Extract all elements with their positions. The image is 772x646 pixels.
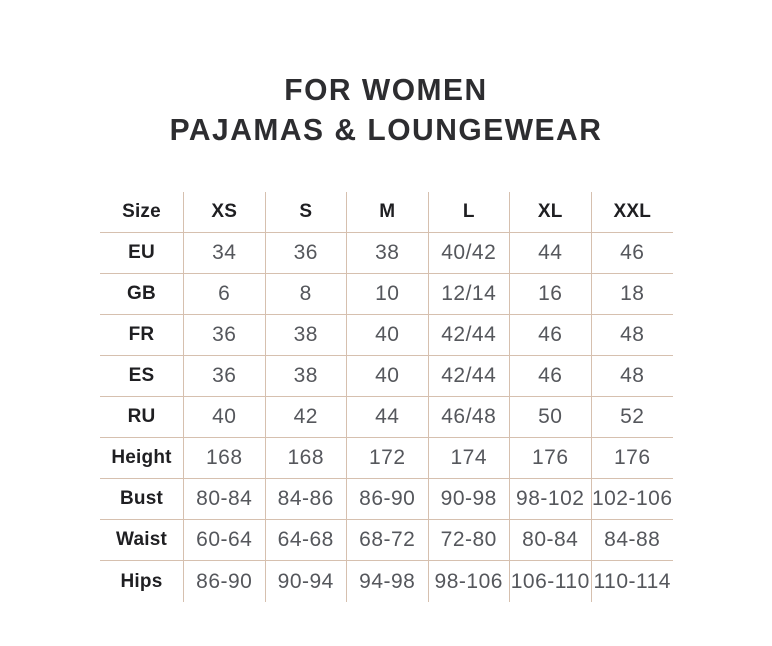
size-value: 80-84 (184, 479, 266, 520)
size-value: 102-106 (592, 479, 674, 520)
size-value: 168 (184, 438, 266, 479)
size-value: 86-90 (184, 561, 266, 602)
size-value: 176 (510, 438, 592, 479)
column-header-xxl: XXL (592, 192, 674, 233)
column-header-l: L (429, 192, 511, 233)
size-value: 50 (510, 397, 592, 438)
size-value: 84-88 (592, 520, 674, 561)
size-value: 52 (592, 397, 674, 438)
size-value: 44 (510, 233, 592, 274)
size-value: 42/44 (429, 356, 511, 397)
size-value: 10 (347, 274, 429, 315)
size-value: 40 (184, 397, 266, 438)
size-value: 46 (510, 315, 592, 356)
size-value: 68-72 (347, 520, 429, 561)
size-value: 18 (592, 274, 674, 315)
size-value: 86-90 (347, 479, 429, 520)
size-table (100, 192, 673, 602)
size-value: 46 (592, 233, 674, 274)
size-value: 36 (184, 315, 266, 356)
size-value: 172 (347, 438, 429, 479)
row-label-eu: EU (100, 233, 184, 274)
column-header-xs: XS (184, 192, 266, 233)
row-label-height: Height (100, 438, 184, 479)
size-value: 34 (184, 233, 266, 274)
size-value: 40 (347, 315, 429, 356)
size-value: 106-110 (510, 561, 592, 602)
size-value: 174 (429, 438, 511, 479)
row-label-gb: GB (100, 274, 184, 315)
size-value: 36 (184, 356, 266, 397)
size-value: 42 (266, 397, 348, 438)
row-label-es: ES (100, 356, 184, 397)
size-value: 38 (266, 356, 348, 397)
size-value: 38 (347, 233, 429, 274)
size-value: 6 (184, 274, 266, 315)
title-line-2: PAJAMAS & LOUNGEWEAR (169, 113, 603, 148)
size-value: 168 (266, 438, 348, 479)
size-value: 84-86 (266, 479, 348, 520)
size-value: 176 (592, 438, 674, 479)
size-value: 60-64 (184, 520, 266, 561)
size-value: 94-98 (347, 561, 429, 602)
page-title (0, 71, 772, 151)
size-value: 80-84 (510, 520, 592, 561)
size-value: 40/42 (429, 233, 511, 274)
size-value: 90-98 (429, 479, 511, 520)
size-value: 16 (510, 274, 592, 315)
size-value: 44 (347, 397, 429, 438)
row-label-bust: Bust (100, 479, 184, 520)
row-label-waist: Waist (100, 520, 184, 561)
row-label-fr: FR (100, 315, 184, 356)
size-value: 48 (592, 315, 674, 356)
column-header-s: S (266, 192, 348, 233)
size-value: 64-68 (266, 520, 348, 561)
size-value: 98-102 (510, 479, 592, 520)
column-header-xl: XL (510, 192, 592, 233)
size-value: 8 (266, 274, 348, 315)
size-value: 46 (510, 356, 592, 397)
size-value: 72-80 (429, 520, 511, 561)
size-value: 12/14 (429, 274, 511, 315)
size-value: 46/48 (429, 397, 511, 438)
column-header-m: M (347, 192, 429, 233)
size-value: 48 (592, 356, 674, 397)
size-value: 90-94 (266, 561, 348, 602)
row-label-hips: Hips (100, 561, 184, 602)
size-value: 98-106 (429, 561, 511, 602)
size-value: 110-114 (593, 569, 671, 593)
column-header-size: Size (100, 192, 184, 233)
row-label-ru: RU (100, 397, 184, 438)
size-value: 38 (266, 315, 348, 356)
size-value: 42/44 (429, 315, 511, 356)
title-line-1: FOR WOMEN (284, 73, 488, 108)
size-value: 40 (347, 356, 429, 397)
size-value: 36 (266, 233, 348, 274)
